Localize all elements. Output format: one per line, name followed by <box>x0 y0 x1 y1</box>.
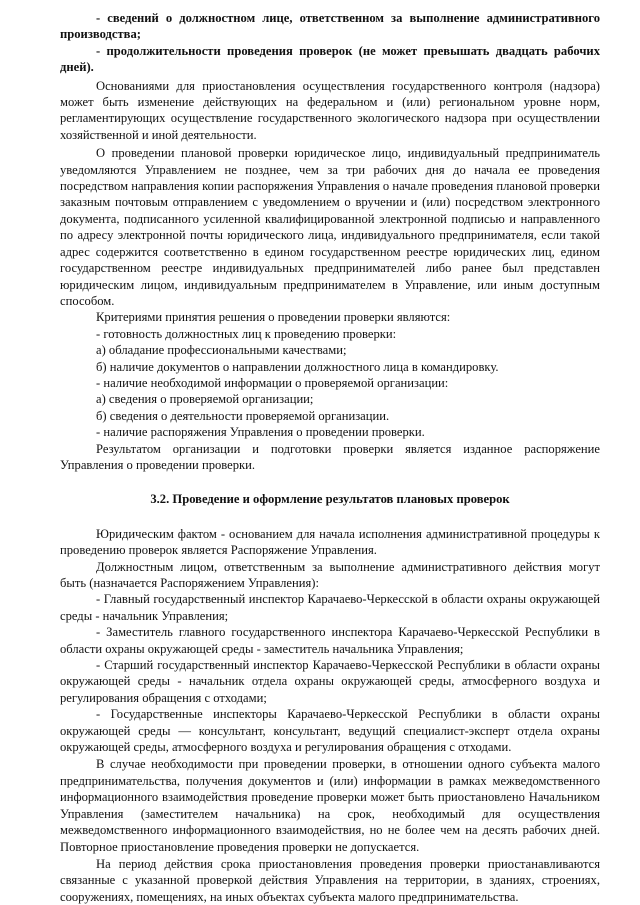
document-page <box>60 10 600 905</box>
paragraph-suspension-grounds: Основаниями для приостановления осуществления государственного контроля (надзора) может быть изменение действующих на федеральном и (или) региональном уровне норм, регламентирующих осуществление государственного экологического надзора при осуществлении хозяйственной и иной деятельности. <box>60 78 600 142</box>
paragraph-result: Результатом организации и подготовки проверки является изданное распоряжение Управления о проведении проверки. <box>60 441 600 472</box>
bold-item-official: - сведений о должностном лице, ответственном за выполнение административного производства; <box>60 11 600 42</box>
paragraph-suspension-period: На период действия срока приостановления проведения проверки приостанавливаются связанные с указанной проверкой действия Управления на территории, в зданиях, строениях, сооружениях, помещениях, на иных объектах субъекта малого предпринимательства. <box>60 856 600 904</box>
list-item-documents: б) наличие документов о направлении должностного лица в командировку. <box>96 359 499 374</box>
list-item-org-activity: б) сведения о деятельности проверяемой организации. <box>96 408 390 423</box>
list-item-information: - наличие необходимой информации о проверяемой организации: <box>96 375 449 390</box>
bold-item-duration: - продолжительности проведения проверок (не может превышать двадцать рабочих дней). <box>60 43 600 75</box>
paragraph-legal-fact: Юридическим фактом - основанием для начала исполнения административной процедуры к проведению проверок является Распоряжение Управления. <box>60 526 600 558</box>
list-item-org-info: а) сведения о проверяемой организации; <box>96 392 314 407</box>
list-item-senior-inspector: - Старший государственный инспектор Карачаево-Черкесской Республики в области охраны окружающей среды - начальник отдела охраны окружающей среды, атмосферного воздуха и регулирования обращения с отходами; <box>60 658 600 705</box>
list-item-readiness: - готовность должностных лиц к проведению проверки: <box>96 326 397 341</box>
list-item-qualities: а) обладание профессиональными качествами; <box>96 343 347 358</box>
paragraph-notification: О проведении плановой проверки юридическое лицо, индивидуальный предприниматель уведомляются Управлением не позднее, чем за три рабочих дня до начала ее проведения посредством направления копии распоряжения Управления о начале проведения плановой проверки заказным почтовым отправлением с уведомлением о вручении и (или) посредством электронного документа, подписанного усиленной квалифицированной электронной подписью и направленного по адресу электронной почты юридического лица, индивидуального предпринимателя, если такой адрес содержится соответственно в едином государственном реестре юридических лиц, едином государственном реестре индивидуальных предпринимателей либо ранее был представлен юридическим лицом, индивидуальным предпринимателем в Управление, или иным доступным способом. <box>60 146 600 308</box>
paragraph-responsible: Должностным лицом, ответственным за выполнение административного действия могут быть (назначается Распоряжением Управления): <box>60 559 600 590</box>
list-item-chief-inspector: - Главный государственный инспектор Карачаево-Черкесской в области охраны окружающей среды - начальник Управления; <box>60 592 600 623</box>
list-item-deputy-inspector: - Заместитель главного государственного инспектора Карачаево-Черкесской Республики в области охраны окружающей среды - заместитель начальника Управления; <box>60 625 600 656</box>
list-item-order: - наличие распоряжения Управления о проведении проверки. <box>96 425 425 440</box>
paragraph-criteria: Критериями принятия решения о проведении проверки являются: <box>96 310 451 325</box>
section-heading: 3.2. Проведение и оформление результатов плановых проверок <box>150 492 510 507</box>
list-item-state-inspectors: - Государственные инспекторы Карачаево-Черкесской Республики в области охраны окружающей среды — консультант, консультант, ведущий специалист-эксперт отдела охраны окружающей среды, атмосферного воздуха и регулирования обращения с отходами. <box>60 707 600 755</box>
paragraph-suspension-procedure: В случае необходимости при проведении проверки, в отношении одного субъекта малого предпринимательства, получения документов и (или) информации в рамках межведомственного информационного взаимодействия проведение проверки может быть приостановлено Начальником Управления (заместителем начальника) на срок, необходимый для осуществления межведомственного информационного взаимодействия, но не более чем на десять рабочих дней. Повторное приостановление проведения проверки не допускается. <box>60 757 600 854</box>
